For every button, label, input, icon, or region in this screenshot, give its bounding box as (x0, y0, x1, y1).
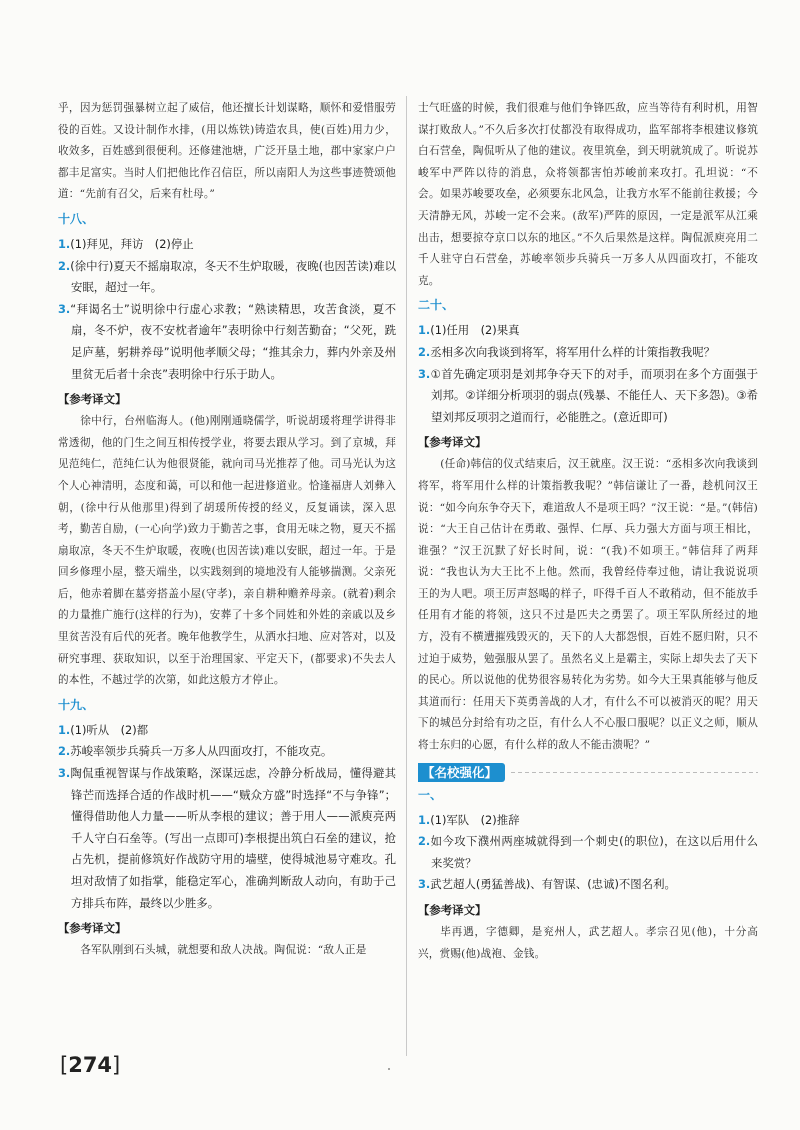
answer-number: 3. (418, 877, 431, 892)
answer-text: 武艺超人(勇猛善战)、有智谋、(忠诚)不图名利。 (430, 877, 676, 892)
page-number (60, 1052, 120, 1078)
reference-translation-label: 【参考译文】 (58, 921, 127, 936)
answer-number: 2. (418, 834, 431, 849)
left-column (58, 98, 396, 962)
answer-text: ①首先确定项羽是刘邦争夺天下的对手，而项羽在多个方面强于刘邦。②详细分析项羽的弱点(残暴、不能任人、天下多怨)。③希望刘邦反项羽之道而行，必能胜之。(意近即可) (430, 366, 758, 424)
answer-3 (58, 763, 396, 914)
reference-translation-label: 【参考译文】 (418, 903, 487, 917)
answer-text: 苏峻率领步兵骑兵一万多人从四面攻打，不能攻克。 (70, 744, 333, 759)
section-band (418, 763, 758, 782)
answer-number: 3. (58, 766, 71, 781)
answer-number: 1. (58, 236, 71, 251)
reference-translation: (任命)韩信的仪式结束后，汉王就座。汉王说：“丞相多次向我谈到将军，将军用什么样的计策指教我呢？”韩信谦让了一番，趁机问汉王说：“如今向东争夺天下，难道敌人不是项王吗？”汉王说：“是。”(韩信)说：“大王自己估计在勇敢、强悍、仁厚、兵力强大方面与项王相比，谁强？”汉王沉默了好长时间，说：“(我)不如项王。”韩信拜了两拜说：“我也认为大王比不上他。然而，我曾经侍奉过他，请让我说说项王的为人吧。项王厉声怒喝的样子，吓得千百人不敢稍动，但不能放手任用有才能的将领，这只不过是匹夫之勇罢了。项王军队所经过的地方，没有不横遭摧残毁灭的，天下的人大都怨恨，百姓不愿归附，只不过迫于威势，勉强服从罢了。虽然名义上是霸主，实际上却失去了天下的民心。所以说他的优势很容易转化为劣势。如今大王果真能够与他反其道而行：任用天下英勇善战的人才，有什么不可以被消灭的呢？用天下的城邑分封给有功之臣，有什么人不心服口服呢？以正义之师，顺从将士东归的心愿，有什么样的敌人不能击溃呢？” (418, 458, 758, 752)
translation-continuation: 士气旺盛的时候，我们很难与他们争锋匹敌，应当等待有利时机，用智谋打败敌人。”不久后多次打仗都没有取得成功，监军部将李根建议修筑白石营垒，陶侃听从了他的建议。夜里筑垒，到天明就筑成了。听说苏峻军中严阵以待的消息，众将领都害怕苏峻前来攻打。孔坦说：“不会。如果苏峻要攻垒，必须要东北风急，让我方水军不能前往救援；今天清静无风，苏峻一定不会来。(敌军)严阵的原因，一定是派军从江乘出击，想要掠夺京口以东的地区。”不久后果然是这样。陶侃派庾亮用二千人驻守白石营垒，苏峻率领步兵骑兵一万多人从四面攻打，不能攻克。 (418, 102, 758, 287)
answer-2 (58, 256, 396, 299)
reference-translation: 毕再遇，字德卿，是兖州人，武艺超人。孝宗召见(他)，十分高兴，赏赐(他)战袍、金钱。 (418, 926, 758, 960)
answer-number: 1. (418, 812, 431, 827)
reference-translation-label: 【参考译文】 (58, 392, 127, 407)
answer-1 (58, 234, 396, 256)
answer-number: 3. (418, 366, 431, 381)
answer-2 (58, 741, 396, 763)
section-band-rule (511, 772, 758, 773)
section-band-label: 【名校强化】 (418, 763, 505, 782)
answer-1 (58, 720, 396, 742)
answer-text: (1)军队 (2)推辞 (430, 812, 520, 827)
reference-translation: 徐中行，台州临海人。(他)刚刚通晓儒学，听说胡瑗将理学讲得非常透彻，他的门生之间互相传授学业，将要去跟从学习。到了京城，拜见范纯仁，范纯仁认为他很贤能，就向司马光推荐了他。司马光认为这个人心神清明，态度和蔼，可以和他一起进修道业。恰逢福唐人刘彝入朝，(徐中行从他那里)得到了胡瑗所传授的经义，反复诵读，深入思考，勤苦自励，(一心向学)致力于勤苦之事，食用无味之物，夏天不摇扇取凉，冬天不生炉取暖，夜晚(也因苦读)难以安眠，超过一年。于是回乡修理小屋，整天端坐，以实践刻到的境地没有人能够揣测。父亲死后，他赤着脚在墓旁搭盖小屋(守孝)，亲自耕种赡养母亲。(就着)剩余的力量推广施行(这样的行为)，安葬了十多个同姓和外姓的亲戚以及乡里贫苦没有后代的死者。晚年他教学生，从洒水扫地、应对答对，以及研究事理、获取知识，以至于治理国家、平定天下，(都要求)不失去人的本性，不越过学的次第，如此这般方才停止。 (58, 415, 396, 687)
answer-3 (418, 364, 758, 429)
answer-text: (1)拜见，拜访 (2)停止 (70, 236, 194, 251)
answer-1 (418, 810, 758, 832)
page-number-close-bracket: ] (112, 1053, 121, 1077)
answer-2 (418, 342, 758, 364)
section-heading-18: 十八、 (58, 211, 95, 226)
answer-1 (418, 320, 758, 342)
answer-text: 丞相多次向我谈到将军，将军用什么样的计策指教我呢？ (430, 344, 716, 359)
answer-number: 3. (58, 301, 71, 316)
page-number-value: 274 (68, 1053, 113, 1077)
reference-translation-label: 【参考译文】 (418, 435, 487, 450)
answer-text: 如今攻下濮州两座城就得到一个刺史(的职位)，在这以后用什么来奖赏？ (430, 834, 758, 870)
reference-translation: 各军队刚到石头城，就想要和敌人决战。陶侃说：“敌人正是 (80, 944, 367, 957)
answer-3 (418, 874, 758, 896)
scan-speck (388, 1068, 390, 1070)
page-number-open-bracket: [ (60, 1053, 69, 1077)
answer-number: 2. (418, 344, 431, 359)
translation-continuation: 乎，因为惩罚强暴树立起了威信，他还擅长计划谋略，顺怀和爱惜服劳役的百姓。又设计制作水排，(用以炼铁)铸造农具，使(百姓)用力少，收效多，百姓感到很便利。还修建池塘，广泛开垦土地，郡中家家户户都丰足富实。当时人们把他比作召信臣，所以南阳人为这些事迹赞颂他道：“先前有召父，后来有杜母。” (58, 102, 396, 201)
column-divider (406, 96, 407, 1056)
answer-3 (58, 299, 396, 385)
answer-number: 1. (58, 722, 71, 737)
answer-text: “拜谒名士”说明徐中行虚心求教；“熟读精思，攻苦食淡，夏不扇，冬不炉，夜不安枕者逾年”表明徐中行刻苦勤奋；“父死，跣足庐墓，躬耕养母”说明他孝顺父母；“推其余力，葬内外亲及州里贫无后者十余丧”表明徐中行乐于助人。 (70, 301, 396, 381)
section-heading-20: 二十、 (418, 298, 455, 313)
answer-text: (1)听从 (2)都 (70, 722, 149, 737)
answer-number: 1. (418, 323, 431, 338)
answer-text: (1)任用 (2)果真 (430, 323, 520, 338)
section-heading-19: 十九、 (58, 697, 95, 712)
section-heading-1: 一、 (418, 787, 443, 802)
answer-text: (徐中行)夏天不摇扇取凉，冬天不生炉取暖，夜晚(也因苦读)难以安眠，超过一年。 (70, 258, 396, 295)
answer-number: 2. (58, 744, 71, 759)
answer-number: 2. (58, 258, 71, 273)
right-column (418, 98, 758, 965)
answer-text: 陶侃重视智谋与作战策略，深谋远虑，冷静分析战局，懂得避其锋芒而选择合适的作战时机——“贼众方盛”时选择“不与争锋”；懂得借助他人力量——听从李根的建议；善于用人——派庾亮两千人守白石垒等。(写出一点即可)李根提出筑白石垒的建议，抢占先机，提前修筑好作战防守用的墙壁，使得城池易守难攻。孔坦对敌情了如指掌，能稳定军心，准确判断敌人动向，有助于己方排兵布阵，最终以少胜多。 (70, 766, 396, 910)
answer-2 (418, 831, 758, 874)
